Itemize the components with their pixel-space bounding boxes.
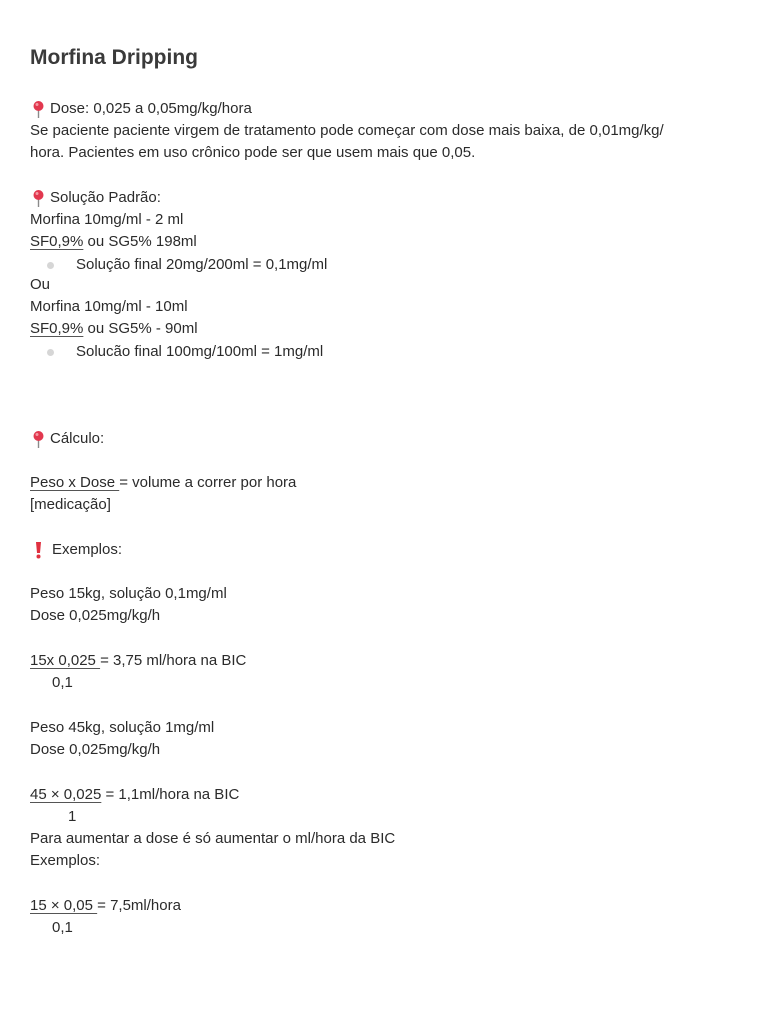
calculo-header-text: Cálculo: [50,430,105,447]
sol1-final[interactable]: Solução final 20mg/200ml = 0,1mg/ml [76,256,328,273]
ex1-dose[interactable]: Dose 0,025mg/kg/h [30,607,161,624]
dose-text: Dose: 0,025 a 0,05mg/kg/hora [50,100,252,117]
exclamation-icon [30,540,47,560]
sol1-diluent-rest: ou SG5% 198ml [83,233,197,250]
pushpin-icon [30,188,47,208]
ex1-calc[interactable] [30,651,246,671]
bullet-dot [47,262,54,269]
dose-line[interactable] [30,99,252,119]
note-title[interactable]: Morfina Dripping [30,46,198,69]
dose-note-line-2[interactable]: hora. Pacientes em uso crônico pode ser que usem mais que 0,05. [30,144,476,161]
exemplos-header-text: Exemplos: [52,541,123,558]
pushpin-icon [30,429,47,449]
ex3-result: = 7,5ml/hora [97,897,181,914]
sf-link: SF0,9% [30,320,84,337]
solucao-header[interactable] [30,188,161,208]
ex3-numerator: 15 × 0,05 [30,897,98,914]
pushpin-icon [30,99,47,119]
sol2-final[interactable]: Solucão final 100mg/100ml = 1mg/ml [76,343,324,360]
exemplos-header[interactable] [30,540,122,560]
sol2-diluent[interactable] [30,319,198,339]
ex1-denominator[interactable]: 0,1 [52,674,73,691]
formula-result: = volume a correr por hora [119,474,297,491]
sol2-morfina[interactable]: Morfina 10mg/ml - 10ml [30,298,188,315]
aumentar-line[interactable]: Para aumentar a dose é só aumentar o ml/hora da BIC [30,830,396,847]
ex3-calc[interactable] [30,896,181,916]
ex2-numerator: 45 × 0,025 [30,786,102,803]
ex2-denominator[interactable]: 1 [68,808,77,825]
ex2-calc[interactable] [30,785,239,805]
ex2-peso[interactable]: Peso 45kg, solução 1mg/ml [30,719,215,736]
formula-numerator: Peso x Dose [30,474,120,491]
ex2-dose[interactable]: Dose 0,025mg/kg/h [30,741,161,758]
exemplos2-line[interactable]: Exemplos: [30,852,101,869]
ex1-peso[interactable]: Peso 15kg, solução 0,1mg/ml [30,585,227,602]
ex1-result: = 3,75 ml/hora na BIC [100,652,247,669]
sf-link: SF0,9% [30,233,84,250]
solucao-header-text: Solução Padrão: [50,189,161,206]
calculo-header[interactable] [30,429,104,449]
sol1-diluent[interactable] [30,232,197,252]
sol2-diluent-rest: ou SG5% - 90ml [83,320,198,337]
sol1-morfina[interactable]: Morfina 10mg/ml - 2 ml [30,211,184,228]
bullet-dot [47,349,54,356]
formula-line[interactable] [30,473,296,493]
dose-note-line-1[interactable]: Se paciente paciente virgem de tratamento pode começar com dose mais baixa, de 0,01mg/kg/ [30,122,664,139]
ou-line[interactable]: Ou [30,276,51,293]
formula-denominator[interactable]: [medicação] [30,496,111,513]
ex3-denominator[interactable]: 0,1 [52,919,73,936]
ex2-result: = 1,1ml/hora na BIC [101,786,240,803]
ex1-numerator: 15x 0,025 [30,652,101,669]
